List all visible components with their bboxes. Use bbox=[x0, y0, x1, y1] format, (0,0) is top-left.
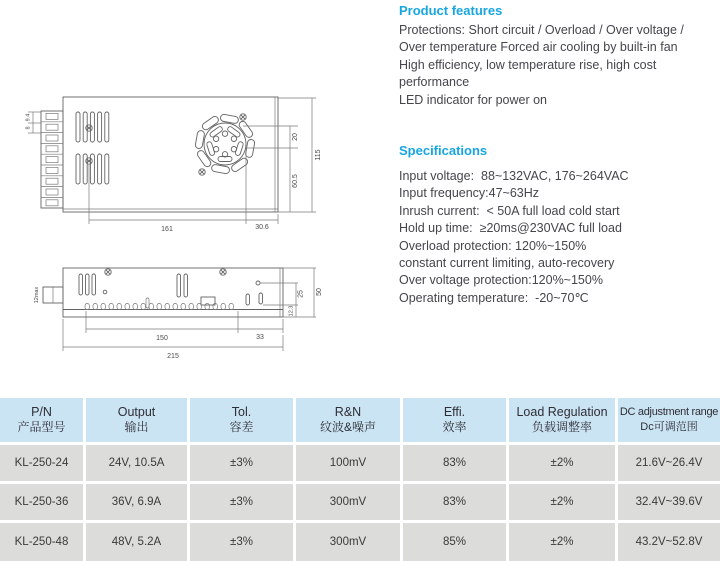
column-label-cn: Dc可调范围 bbox=[640, 421, 698, 433]
dim-label: 20 bbox=[292, 133, 299, 141]
feature-line: LED indicator for power on bbox=[399, 92, 547, 107]
column-label-en: DC adjustment range bbox=[619, 406, 719, 418]
table-cell: 32.4V~39.6V bbox=[618, 484, 720, 520]
column-label-en: Tol. bbox=[231, 405, 252, 419]
column-label-en: Output bbox=[117, 405, 156, 419]
column-label-en: Effi. bbox=[443, 405, 466, 419]
screw-icon bbox=[199, 169, 205, 175]
feature-line: Over temperature Forced air cooling by built-in fan bbox=[399, 40, 678, 55]
table-cell: KL-250-24 bbox=[0, 445, 83, 481]
spec-line: Inrush current: < 50A full load cold start bbox=[399, 203, 620, 218]
table-cell: ±3% bbox=[190, 484, 293, 520]
table-header-cell bbox=[618, 398, 720, 442]
feature-line: Protections: Short circuit / Overload / Over voltage / bbox=[399, 23, 684, 37]
table-header-cell bbox=[509, 398, 615, 442]
table-cell: ±3% bbox=[190, 445, 293, 481]
screw-icon bbox=[220, 269, 226, 275]
top-view-dimensions bbox=[26, 98, 323, 233]
table-cell: ±3% bbox=[190, 523, 293, 561]
vent-slots-top bbox=[76, 112, 109, 184]
table-cell: 36V, 6.9A bbox=[86, 484, 187, 520]
screw-icon bbox=[240, 114, 246, 120]
dim-label: 50 bbox=[316, 288, 323, 296]
table-cell: KL-250-36 bbox=[0, 484, 83, 520]
spec-line: Input frequency:47~63Hz bbox=[399, 186, 540, 201]
table-cell: ±2% bbox=[509, 523, 615, 561]
dim-label: 12max bbox=[34, 286, 40, 304]
dim-label: 25 bbox=[297, 290, 305, 298]
spec-line: constant current limiting, auto-recovery bbox=[399, 256, 615, 271]
table-cell: ±2% bbox=[509, 445, 615, 481]
dim-label: 115 bbox=[315, 149, 322, 161]
technical-drawings bbox=[0, 0, 400, 395]
column-label-en: Load Regulation bbox=[516, 405, 608, 419]
drawings-svg bbox=[0, 0, 400, 395]
product-features-section bbox=[399, 3, 720, 109]
screw-icon bbox=[105, 269, 111, 275]
spec-line: Hold up time: ≥20ms@230VAC full load bbox=[399, 221, 622, 236]
dim-label: 60.5 bbox=[292, 174, 299, 188]
side-view-drawing bbox=[34, 268, 323, 360]
spec-line: Over voltage protection:120%~150% bbox=[399, 273, 603, 288]
table-cell: 100mV bbox=[296, 445, 400, 481]
column-label-cn: 输出 bbox=[124, 420, 149, 434]
table-cell: 300mV bbox=[296, 484, 400, 520]
dim-label: 33 bbox=[256, 334, 264, 341]
table-cell: KL-250-48 bbox=[0, 523, 83, 561]
dim-label: 8 bbox=[25, 126, 32, 130]
spec-table bbox=[0, 398, 720, 561]
table-header-cell bbox=[0, 398, 83, 442]
specs-heading: Specifications bbox=[399, 143, 488, 158]
table-cell: 21.6V~26.4V bbox=[618, 445, 720, 481]
output-connector bbox=[34, 286, 63, 303]
table-cell: 300mV bbox=[296, 523, 400, 561]
column-label-cn: 负载调整率 bbox=[531, 420, 592, 434]
column-label-cn: 纹波&噪声 bbox=[319, 420, 376, 434]
terminal-block bbox=[41, 111, 63, 208]
dim-label: 30.6 bbox=[255, 224, 269, 231]
dim-label: 215 bbox=[167, 353, 179, 360]
dim-label: 12.3 bbox=[288, 305, 295, 317]
feature-line: performance bbox=[399, 75, 470, 90]
table-header-cell bbox=[86, 398, 187, 442]
side-view-dimensions bbox=[63, 268, 323, 360]
table-cell: ±2% bbox=[509, 484, 615, 520]
dim-label: 161 bbox=[161, 226, 173, 233]
mounting-teeth bbox=[85, 304, 233, 310]
table-cell: 48V, 5.2A bbox=[86, 523, 187, 561]
column-label-en: P/N bbox=[31, 405, 52, 419]
table-header-cell bbox=[190, 398, 293, 442]
table-header-cell bbox=[296, 398, 400, 442]
table-header-cell bbox=[403, 398, 506, 442]
table-cell: 43.2V~52.8V bbox=[618, 523, 720, 561]
specifications-section bbox=[399, 143, 720, 307]
features-heading: Product features bbox=[399, 3, 503, 18]
table-cell: 83% bbox=[403, 445, 506, 481]
column-label-en: R&N bbox=[334, 405, 362, 419]
column-label-cn: 容差 bbox=[229, 420, 254, 434]
column-label-cn: 产品型号 bbox=[17, 420, 66, 434]
dim-label: 9.4 bbox=[25, 113, 32, 122]
spec-line: Operating temperature: -20~70℃ bbox=[399, 290, 589, 305]
column-label-cn: 效率 bbox=[442, 420, 467, 434]
table-cell: 24V, 10.5A bbox=[86, 445, 187, 481]
top-view-drawing bbox=[26, 97, 323, 233]
dim-label: 150 bbox=[156, 335, 168, 342]
spec-line: Input voltage: 88~132VAC, 176~264VAC bbox=[399, 169, 629, 183]
spec-line: Overload protection: 120%~150% bbox=[399, 238, 587, 253]
table-cell: 83% bbox=[403, 484, 506, 520]
feature-line: High efficiency, low temperature rise, high cost bbox=[399, 57, 657, 72]
table-cell: 85% bbox=[403, 523, 506, 561]
